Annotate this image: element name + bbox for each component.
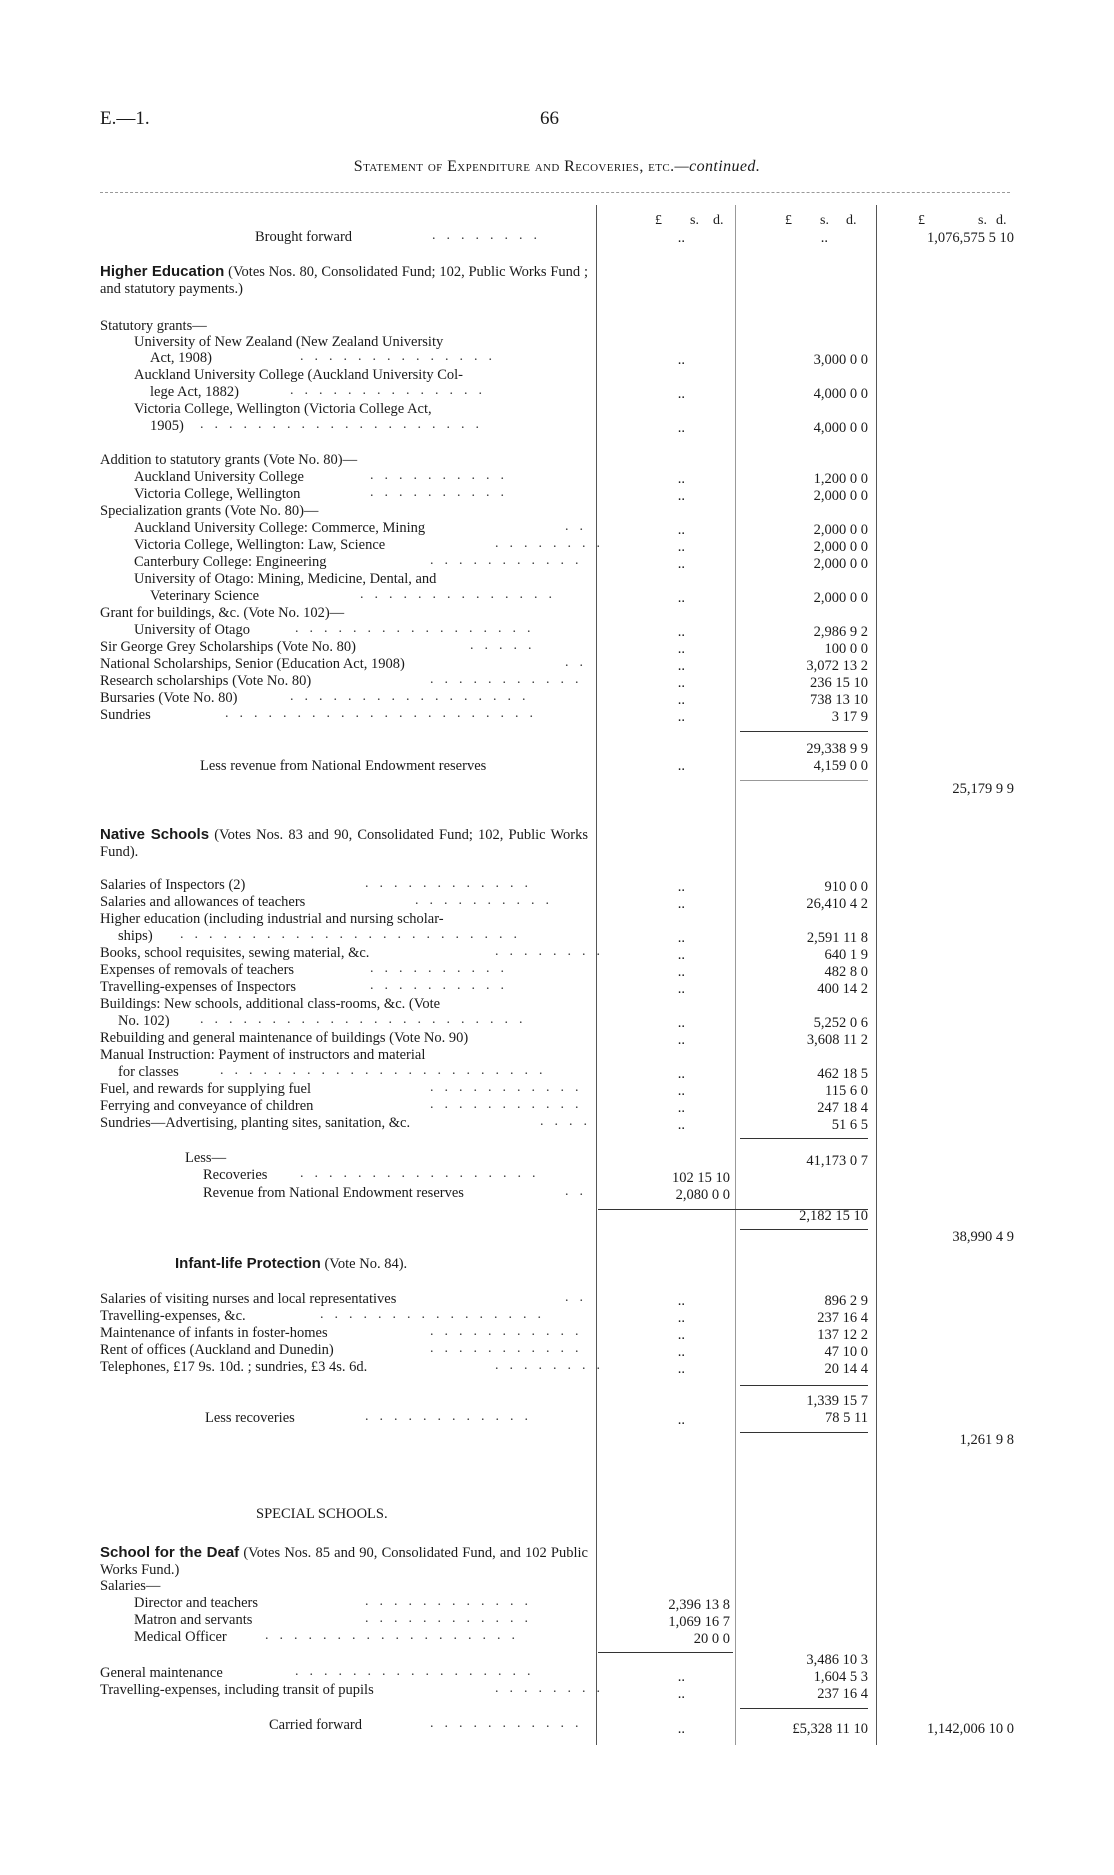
deaf-medical-amount: 20 0 0 xyxy=(693,1631,730,1647)
grey-col1: .. xyxy=(677,641,685,657)
nz-university-line2: Act, 1908) xyxy=(150,350,213,366)
native-less-label: Less— xyxy=(185,1150,227,1166)
deaf-maintenance-col1: .. xyxy=(677,1669,685,1685)
higher-less-amount: 4,159 0 0 xyxy=(813,758,868,774)
infant-less-amount: 78 5 11 xyxy=(825,1410,868,1426)
victoria-amount: 4,000 0 0 xyxy=(813,420,868,436)
leader-dots: ................. xyxy=(295,1664,542,1679)
native-buildings-col1: .. xyxy=(677,1015,685,1031)
leader-dots: .......... xyxy=(415,893,560,908)
spec-canterbury-amount: 2,000 0 0 xyxy=(813,556,868,572)
deaf-salaries-rule xyxy=(598,1652,733,1653)
add-auckland-col1: .. xyxy=(677,471,685,487)
victoria-col1: .. xyxy=(677,420,685,436)
col3-s-header: s. xyxy=(978,213,987,228)
deaf-salaries-label: Salaries— xyxy=(100,1578,161,1594)
leader-dots: .. xyxy=(565,519,594,534)
infant-travel-col1: .. xyxy=(677,1310,685,1326)
higher-subtotal: 29,338 9 9 xyxy=(806,741,868,757)
leader-dots: .......... xyxy=(370,961,515,976)
leader-dots: ........ xyxy=(495,944,611,959)
grant-otago-col1: .. xyxy=(677,624,685,640)
leader-dots: ............ xyxy=(365,1409,539,1424)
bursaries: Bursaries (Vote No. 80) xyxy=(100,690,238,706)
carried-forward-col1: .. xyxy=(677,1721,685,1737)
native-subtotal-rule xyxy=(740,1138,868,1139)
leader-dots: .......... xyxy=(370,978,515,993)
infant-total-rule xyxy=(740,1432,868,1433)
native-rebuilding-col1: .. xyxy=(677,1032,685,1048)
deaf-director: Director and teachers xyxy=(134,1595,258,1611)
col1-pound-header: £ xyxy=(655,213,662,228)
spec-otago-line2: Veterinary Science xyxy=(150,588,260,604)
special-schools-heading: SPECIAL SCHOOLS. xyxy=(256,1506,388,1522)
leader-dots: .................. xyxy=(265,1628,526,1643)
spec-otago-col1: .. xyxy=(677,590,685,606)
bursaries-col1: .. xyxy=(677,692,685,708)
deaf-heading-rest: (Votes Nos. 85 and 90, Consolidated Fund, and 102 Public Works Fund.) xyxy=(100,1545,588,1578)
infant-rent-amount: 47 10 0 xyxy=(824,1344,868,1360)
national-scholarships: National Scholarships, Senior (Education Act, 1908) xyxy=(100,656,405,672)
report-code: E.—1. xyxy=(100,108,150,129)
deaf-maintenance: General maintenance xyxy=(100,1665,223,1681)
spec-auckland-amount: 2,000 0 0 xyxy=(813,522,868,538)
add-victoria-col1: .. xyxy=(677,488,685,504)
native-manual-line2: for classes xyxy=(118,1064,179,1080)
native-buildings-line1: Buildings: New schools, additional class-rooms, &c. (Vote xyxy=(100,996,441,1012)
national-amount: 3,072 13 2 xyxy=(806,658,868,674)
grey-amount: 100 0 0 xyxy=(824,641,868,657)
native-travel-col1: .. xyxy=(677,981,685,997)
top-rule xyxy=(100,192,1010,193)
native-fuel: Fuel, and rewards for supplying fuel xyxy=(100,1081,312,1097)
infant-total: 1,261 9 8 xyxy=(959,1432,1014,1448)
research-amount: 236 15 10 xyxy=(810,675,868,691)
leader-dots: ................. xyxy=(300,1166,547,1181)
add-victoria-amount: 2,000 0 0 xyxy=(813,488,868,504)
leader-dots: ............ xyxy=(365,1594,539,1609)
title-continued: —continued. xyxy=(674,158,761,175)
deaf-director-amount: 2,396 13 8 xyxy=(668,1597,730,1613)
carried-forward-label: Carried forward xyxy=(269,1717,362,1733)
auckland-line2: lege Act, 1882) xyxy=(150,384,239,400)
spec-otago-line1: University of Otago: Mining, Medicine, Dental, and xyxy=(134,571,437,587)
col2-pound-header: £ xyxy=(785,213,792,228)
native-revenue-amount: 2,080 0 0 xyxy=(675,1187,730,1203)
leader-dots: ................ xyxy=(320,1307,552,1322)
native-sundries-amount: 51 6 5 xyxy=(831,1117,868,1133)
brought-forward-col2: .. xyxy=(820,230,828,246)
deaf-travel: Travelling-expenses, including transit of pupils xyxy=(100,1682,374,1698)
add-auckland-amount: 1,200 0 0 xyxy=(813,471,868,487)
native-less-total: 2,182 15 10 xyxy=(799,1208,868,1224)
spec-auckland-col1: .. xyxy=(677,522,685,538)
deaf-salaries-total: 3,486 10 3 xyxy=(806,1652,868,1668)
infant-heading-bold: Infant-life Protection xyxy=(175,1255,321,1272)
infant-telephones: Telephones, £17 9s. 10d. ; sundries, £3 4s. 6d. xyxy=(100,1359,368,1375)
native-schools-heading xyxy=(100,826,588,861)
nz-university-col1: .. xyxy=(677,352,685,368)
infant-travel: Travelling-expenses, &c. xyxy=(100,1308,246,1324)
higher-less-col1: .. xyxy=(677,758,685,774)
higher-sundries-amount: 3 17 9 xyxy=(831,709,868,725)
leader-dots: ................. xyxy=(295,621,542,636)
brought-forward-col3: 1,076,575 5 10 xyxy=(927,230,1014,246)
infant-maintenance-col1: .. xyxy=(677,1327,685,1343)
grant-otago-amount: 2,986 9 2 xyxy=(813,624,868,640)
higher-subtotal-rule xyxy=(740,731,868,732)
deaf-travel-amount: 237 16 4 xyxy=(817,1686,868,1702)
leader-dots: ............ xyxy=(365,876,539,891)
native-higher-amount: 2,591 11 8 xyxy=(806,930,868,946)
infant-nurses-amount: 896 2 9 xyxy=(824,1293,868,1309)
research-scholarships: Research scholarships (Vote No. 80) xyxy=(100,673,312,689)
leader-dots: ........................ xyxy=(180,927,528,942)
native-sundries-col1: .. xyxy=(677,1117,685,1133)
infant-maintenance-amount: 137 12 2 xyxy=(817,1327,868,1343)
native-ferrying-amount: 247 18 4 xyxy=(817,1100,868,1116)
victoria-line1: Victoria College, Wellington (Victoria College Act, xyxy=(134,401,432,417)
auckland-amount: 4,000 0 0 xyxy=(813,386,868,402)
infant-telephones-amount: 20 14 4 xyxy=(824,1361,868,1377)
native-higher-line2: ships) xyxy=(118,928,153,944)
leader-dots: ........... xyxy=(430,1324,590,1339)
column-rule-3 xyxy=(876,205,877,1745)
brought-forward-col1: .. xyxy=(677,230,685,246)
infant-rent: Rent of offices (Auckland and Dunedin) xyxy=(100,1342,334,1358)
native-buildings-line2: No. 102) xyxy=(118,1013,170,1029)
higher-heading-rest: (Votes Nos. 80, Consolidated Fund; 102, Public Works Fund ; and statutory payments.) xyxy=(100,264,588,297)
higher-sundries-col1: .. xyxy=(677,709,685,725)
carried-forward-col2: £5,328 11 10 xyxy=(792,1721,868,1737)
higher-total-rule xyxy=(740,780,868,781)
native-recoveries: Recoveries xyxy=(203,1167,268,1183)
deaf-medical: Medical Officer xyxy=(134,1629,227,1645)
infant-telephones-col1: .. xyxy=(677,1361,685,1377)
leader-dots: .... xyxy=(540,1114,598,1129)
leader-dots: ........... xyxy=(430,1097,590,1112)
leader-dots: ...................... xyxy=(225,706,544,721)
native-teachers-col1: .. xyxy=(677,896,685,912)
native-sundries: Sundries—Advertising, planting sites, sanitation, &c. xyxy=(100,1115,411,1131)
deaf-school-heading xyxy=(100,1544,588,1579)
native-removals-amount: 482 8 0 xyxy=(824,964,868,980)
leader-dots: ........... xyxy=(430,1341,590,1356)
leader-dots: ........ xyxy=(495,536,611,551)
leader-dots: .............. xyxy=(300,349,503,364)
leader-dots: ............ xyxy=(365,1611,539,1626)
native-travel-amount: 400 14 2 xyxy=(817,981,868,997)
native-teachers-amount: 26,410 4 2 xyxy=(806,896,868,912)
spec-victoria-amount: 2,000 0 0 xyxy=(813,539,868,555)
infant-less-col1: .. xyxy=(677,1412,685,1428)
auckland-line1: Auckland University College (Auckland University Col- xyxy=(134,367,464,383)
native-inspectors-col1: .. xyxy=(677,879,685,895)
leader-dots: ....................... xyxy=(220,1063,554,1078)
grant-label: Grant for buildings, &c. (Vote No. 102)— xyxy=(100,605,345,621)
native-teachers: Salaries and allowances of teachers xyxy=(100,894,306,910)
infant-subtotal: 1,339 15 7 xyxy=(806,1393,868,1409)
add-victoria: Victoria College, Wellington xyxy=(134,486,301,502)
infant-nurses-col1: .. xyxy=(677,1293,685,1309)
native-rebuilding-amount: 3,608 11 2 xyxy=(806,1032,868,1048)
deaf-maintenance-amount: 1,604 5 3 xyxy=(813,1669,868,1685)
native-higher-col1: .. xyxy=(677,930,685,946)
carried-forward-col3: 1,142,006 10 0 xyxy=(927,1721,1014,1737)
infant-rent-col1: .. xyxy=(677,1344,685,1360)
higher-heading-bold: Higher Education xyxy=(100,263,225,280)
leader-dots: .............. xyxy=(290,383,493,398)
col1-d-header: d. xyxy=(713,213,724,228)
spec-victoria-col1: .. xyxy=(677,539,685,555)
statutory-label: Statutory grants— xyxy=(100,318,207,334)
native-manual-line1: Manual Instruction: Payment of instructors and material xyxy=(100,1047,426,1063)
col1-s-header: s. xyxy=(690,213,699,228)
addition-label: Addition to statutory grants (Vote No. 80)— xyxy=(100,452,358,468)
native-recoveries-amount: 102 15 10 xyxy=(672,1170,730,1186)
page-title xyxy=(0,158,1114,176)
research-col1: .. xyxy=(677,675,685,691)
native-ferrying: Ferrying and conveyance of children xyxy=(100,1098,314,1114)
higher-education-heading xyxy=(100,263,588,298)
leader-dots: .. xyxy=(565,655,594,670)
nz-university-line1: University of New Zealand (New Zealand University xyxy=(134,334,444,350)
deaf-matron: Matron and servants xyxy=(134,1612,253,1628)
column-rule-2 xyxy=(735,205,736,1745)
spec-victoria: Victoria College, Wellington: Law, Science xyxy=(134,537,386,553)
leader-dots: ........... xyxy=(430,1716,590,1731)
native-travel: Travelling-expenses of Inspectors xyxy=(100,979,296,995)
brought-forward-label: Brought forward xyxy=(255,229,353,245)
bursaries-amount: 738 13 10 xyxy=(810,692,868,708)
native-inspectors-amount: 910 0 0 xyxy=(824,879,868,895)
native-subtotal: 41,173 0 7 xyxy=(806,1153,868,1169)
page-number: 66 xyxy=(540,108,559,129)
spec-auckland: Auckland University College: Commerce, Mining xyxy=(134,520,426,536)
native-books: Books, school requisites, sewing material, &c. xyxy=(100,945,370,961)
deaf-heading-bold: School for the Deaf xyxy=(100,1544,240,1561)
native-fuel-amount: 115 6 0 xyxy=(825,1083,868,1099)
leader-dots: ........... xyxy=(430,1080,590,1095)
infant-less-label: Less recoveries xyxy=(205,1410,295,1426)
leader-dots: ..... xyxy=(470,638,543,653)
infant-subtotal-rule xyxy=(740,1385,868,1386)
leader-dots: .............. xyxy=(360,587,563,602)
infant-life-heading xyxy=(175,1255,407,1273)
leader-dots: .. xyxy=(565,1290,594,1305)
title-main: Statement of Expenditure and Recoveries, etc. xyxy=(353,158,675,175)
leader-dots: ........... xyxy=(430,553,590,568)
col2-d-header: d. xyxy=(846,213,857,228)
higher-total: 25,179 9 9 xyxy=(952,781,1014,797)
infant-travel-amount: 237 16 4 xyxy=(817,1310,868,1326)
column-rule-1 xyxy=(596,205,597,1745)
carried-forward-rule xyxy=(740,1708,868,1709)
add-auckland: Auckland University College xyxy=(134,469,304,485)
grant-otago: University of Otago xyxy=(134,622,250,638)
native-total-rule xyxy=(740,1229,868,1230)
infant-heading-rest: (Vote No. 84). xyxy=(320,1256,408,1272)
infant-nurses: Salaries of visiting nurses and local representatives xyxy=(100,1291,397,1307)
col3-pound-header: £ xyxy=(918,213,925,228)
higher-sundries: Sundries xyxy=(100,707,151,723)
leader-dots: .. xyxy=(565,1184,594,1199)
specialization-label: Specialization grants (Vote No. 80)— xyxy=(100,503,319,519)
deaf-travel-col1: .. xyxy=(677,1686,685,1702)
auckland-col1: .. xyxy=(677,386,685,402)
deaf-matron-amount: 1,069 16 7 xyxy=(668,1614,730,1630)
native-heading-bold: Native Schools xyxy=(100,826,210,843)
leader-dots: ........ xyxy=(495,1681,611,1696)
spec-canterbury-col1: .. xyxy=(677,556,685,572)
nz-university-amount: 3,000 0 0 xyxy=(813,352,868,368)
spec-canterbury: Canterbury College: Engineering xyxy=(134,554,327,570)
native-revenue: Revenue from National Endowment reserves xyxy=(203,1185,464,1201)
spec-otago-amount: 2,000 0 0 xyxy=(813,590,868,606)
leader-dots: .......... xyxy=(370,485,515,500)
native-buildings-amount: 5,252 0 6 xyxy=(813,1015,868,1031)
leader-dots: ........... xyxy=(430,672,590,687)
native-manual-col1: .. xyxy=(677,1066,685,1082)
higher-less-label: Less revenue from National Endowment reserves xyxy=(200,758,487,774)
col3-d-header: d. xyxy=(996,213,1007,228)
native-manual-amount: 462 18 5 xyxy=(817,1066,868,1082)
native-heading-rest: (Votes Nos. 83 and 90, Consolidated Fund; 102, Public Works Fund). xyxy=(100,827,588,860)
native-rebuilding: Rebuilding and general maintenance of buildings (Vote No. 90) xyxy=(100,1030,469,1046)
leader-dots: ....................... xyxy=(200,1012,534,1027)
col2-s-header: s. xyxy=(820,213,829,228)
native-removals-col1: .. xyxy=(677,964,685,980)
native-total: 38,990 4 9 xyxy=(952,1229,1014,1245)
national-col1: .. xyxy=(677,658,685,674)
grey-scholarships: Sir George Grey Scholarships (Vote No. 80) xyxy=(100,639,356,655)
leader-dots: .................... xyxy=(200,417,490,432)
native-removals: Expenses of removals of teachers xyxy=(100,962,295,978)
victoria-line2: 1905) xyxy=(150,418,184,434)
native-higher-line1: Higher education (including industrial and nursing scholar- xyxy=(100,911,444,927)
leader-dots: .......... xyxy=(370,468,515,483)
native-fuel-col1: .. xyxy=(677,1083,685,1099)
native-inspectors: Salaries of Inspectors (2) xyxy=(100,877,246,893)
leader-dots: ........ xyxy=(495,1358,611,1373)
native-books-amount: 640 1 9 xyxy=(824,947,868,963)
infant-maintenance: Maintenance of infants in foster-homes xyxy=(100,1325,328,1341)
leader-dots: ................. xyxy=(290,689,537,704)
leader-dots: ........ xyxy=(432,228,548,243)
native-ferrying-col1: .. xyxy=(677,1100,685,1116)
native-books-col1: .. xyxy=(677,947,685,963)
